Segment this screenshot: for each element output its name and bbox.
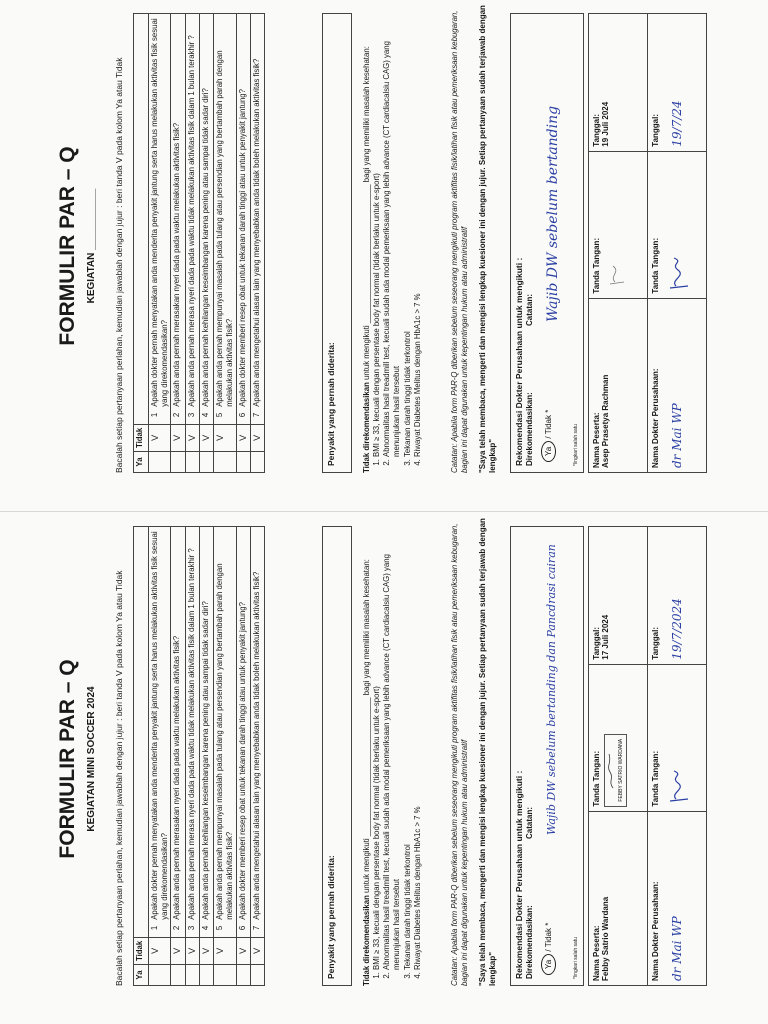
declaration-text: "Saya telah membaca, mengerti dan mengisi lengkap kuesioner ini dengan jujur. Setiap pertanyaan sudah terjawab dengan lengkap" <box>478 518 498 986</box>
col-ya: Ya <box>134 452 149 473</box>
table-row <box>199 527 213 986</box>
question-text: Apakah anda pernah merasakan nyeri dada pada waktu melakukan aktivitas fisik? <box>171 14 185 410</box>
question-text: Apakah anda mengetahui alasan lain yang menyebabkan anda tidak boleh melakukan aktivitas fisik? <box>250 527 264 923</box>
list-item: 4. Riwayat Diabetes Melitus dengan HbA1c > 7 % <box>413 516 423 970</box>
question-table <box>133 13 265 473</box>
tidak-cell[interactable]: V <box>171 937 185 964</box>
list-item: 3. Tekanan darah tinggi tidak terkontrol <box>403 516 413 970</box>
doctor-signature-cell[interactable] <box>648 664 707 811</box>
question-number: 1 <box>149 923 171 938</box>
table-row <box>199 14 213 473</box>
participant-name-cell <box>589 298 648 472</box>
question-number: 1 <box>149 410 171 425</box>
table-row <box>648 14 707 473</box>
participant-name-cell <box>589 811 648 985</box>
ya-cell[interactable] <box>185 452 199 473</box>
tidak-cell[interactable]: V <box>250 937 264 964</box>
not-recommended-rest: untuk mengikuti ________________________________ bagi yang memiliki masalah kesehatan: <box>362 559 371 893</box>
tidak-cell[interactable]: V <box>236 937 250 964</box>
doctor-date-cell <box>648 527 707 665</box>
doctor-name-label: Nama Dokter Perusahaan: <box>651 881 660 981</box>
penyakit-label: Penyakit yang pernah diderita: <box>326 342 336 466</box>
signature-label: Tanda Tangan: <box>592 750 601 807</box>
participant-name: Asep Prasetya Rachman <box>601 374 610 468</box>
recommendation-box <box>510 526 584 986</box>
stamp-name: FEBBY SATRIO WARDANA <box>617 738 624 802</box>
participant-name: Febby Satrio Wardana <box>601 896 610 981</box>
tidak-cell[interactable]: V <box>149 424 171 451</box>
catatan-handwriting[interactable]: Wajib DW sebelum bertanding <box>545 105 561 322</box>
direkomendasikan-label: Direkomendasikan: <box>525 905 534 979</box>
form-title: FORMULIR PAR – Q <box>56 146 79 346</box>
col-question <box>134 527 149 938</box>
question-table <box>133 526 265 986</box>
question-number: 4 <box>199 923 213 938</box>
participant-signature-cell[interactable] <box>589 664 648 811</box>
list-item: 2. Abnormalitas hasil treadmill test, kecuali sudah ada modal pemeriksaan yang lebih advance (CT cardiacalsiu CAG) yang menunjukan hasil tersebut <box>382 3 402 457</box>
signature-table <box>588 13 707 473</box>
table-header-row <box>134 527 149 986</box>
instruction-text: Bacalah setiap pertanyaan perlahan, kemudian jawablah dengan jujur : beri tanda V pada kolom Ya atau Tidak <box>114 570 124 986</box>
tidak-cell[interactable]: V <box>185 424 199 451</box>
list-item: 1. BMI ≥ 33, kecuali dengan persentase body fat normal (tidak berlaku untuk e-sport) <box>372 3 382 457</box>
question-number: 3 <box>185 410 199 425</box>
question-text: Apakah anda pernah mempunyai masalah pada tulang atau persendian yang bertambah parah dengan melakukan aktivitas fisik? <box>214 527 236 923</box>
not-recommended-bold: Tidak direkomendasikan <box>362 895 371 986</box>
catatan-note: Catatan: Apabila form PAR-Q diberikan sebelum seseorang mengikuti program aktifitas fisik/latihan fisik atau pemeriksaan kebugaran, bagian ini dapat digunakan untuk kepentingan hukum atau administratif <box>450 10 470 473</box>
table-row <box>250 527 264 986</box>
question-text: Apakah anda pernah merasakan nyeri dada pada waktu melakukan aktivitas fisik? <box>171 527 185 923</box>
ya-option-circled[interactable]: Ya <box>541 954 556 975</box>
participant-name-label: Nama Peserta: <box>592 412 601 468</box>
doctor-signature-cell[interactable] <box>648 151 707 298</box>
list-item: 3. Tekanan darah tinggi tidak terkontrol <box>403 3 413 457</box>
ya-tidak-choice[interactable] <box>541 923 556 975</box>
ya-option-circled[interactable]: Ya <box>541 441 556 462</box>
question-text: Apakah anda pernah merasa nyeri dada pada waktu tidak melakukan aktivitas fisik dalam 1 bulan terakhir ? <box>185 14 199 410</box>
instruction-text: Bacalah setiap pertanyaan perlahan, kemudian jawablah dengan jujur : beri tanda V pada kolom Ya atau Tidak <box>114 57 124 473</box>
tidak-option[interactable]: / Tidak * <box>544 922 553 952</box>
not-recommended-bold: Tidak direkomendasikan <box>362 382 371 473</box>
col-ya: Ya <box>134 965 149 986</box>
tidak-cell[interactable]: V <box>185 937 199 964</box>
ya-cell[interactable] <box>185 965 199 986</box>
tidak-cell[interactable]: V <box>199 424 213 451</box>
not-recommended-rest: untuk mengikuti ________________________________ bagi yang memiliki masalah kesehatan: <box>362 46 371 380</box>
signature-table <box>588 526 707 986</box>
list-item: 1. BMI ≥ 33, kecuali dengan persentase body fat normal (tidak berlaku untuk e-sport) <box>372 516 382 970</box>
col-tidak: Tidak <box>134 937 149 964</box>
question-text: Apakah anda pernah kehilangan keseimbangan karena pening atau sampai tidak sadar diri? <box>199 527 213 923</box>
question-text: Apakah dokter memberi resep obat untuk tekanan darah tinggi atau untuk penyakit jantung? <box>236 527 250 923</box>
table-row <box>236 527 250 986</box>
doctor-name-handwriting[interactable]: dr Mai WP <box>670 403 684 468</box>
doctor-name-cell <box>648 298 707 472</box>
doctor-signature-icon <box>666 254 692 294</box>
table-row <box>171 14 185 473</box>
ya-cell[interactable] <box>149 452 171 473</box>
form-title: FORMULIR PAR – Q <box>56 659 79 859</box>
question-number: 5 <box>214 923 236 938</box>
doctor-name-cell <box>648 811 707 985</box>
question-number: 4 <box>199 410 213 425</box>
ya-cell[interactable] <box>214 965 236 986</box>
catatan-handwriting[interactable]: Wajib DW sebelum bertanding dan Pancdrasi cairan <box>545 544 558 835</box>
table-row <box>149 527 171 986</box>
question-number: 6 <box>236 923 250 938</box>
ya-cell[interactable] <box>250 965 264 986</box>
table-row <box>185 527 199 986</box>
doctor-date-handwriting[interactable]: 19/7/24 <box>670 100 684 147</box>
participant-signature-icon <box>607 254 627 294</box>
question-text: Apakah anda mengetahui alasan lain yang menyebabkan anda tidak boleh melakukan aktivitas fisik? <box>250 14 264 410</box>
ya-cell[interactable] <box>199 965 213 986</box>
table-row <box>214 14 236 473</box>
table-row <box>648 527 707 986</box>
penyakit-box[interactable] <box>322 526 352 986</box>
date-label: Tanggal: <box>592 113 601 147</box>
participant-date: 19 Juli 2024 <box>601 101 610 147</box>
table-header-row <box>134 14 149 473</box>
ya-cell[interactable] <box>236 452 250 473</box>
participant-date-cell <box>589 527 648 665</box>
tidak-cell[interactable]: V <box>236 424 250 451</box>
ya-cell[interactable] <box>171 452 185 473</box>
question-number: 2 <box>171 410 185 425</box>
condition-list <box>372 3 423 473</box>
form-subtitle: KEGIATAN MINI SOCCER 2024 <box>86 686 97 832</box>
table-row <box>589 527 648 986</box>
penyakit-label: Penyakit yang pernah diderita: <box>326 855 336 979</box>
question-number: 7 <box>250 410 264 425</box>
footnote: *lingkari salah satu <box>573 937 579 979</box>
not-recommended-section <box>362 516 423 986</box>
doctor-name-label: Nama Dokter Perusahaan: <box>651 368 660 468</box>
question-number: 6 <box>236 410 250 425</box>
col-tidak: Tidak <box>134 424 149 451</box>
table-row <box>589 14 648 473</box>
question-text: Apakah anda pernah kehilangan keseimbangan karena pening atau sampai tidak sadar diri? <box>199 14 213 410</box>
rek-title: Rekomendasi Dokter Perusahaan untuk mengikuti : <box>514 770 524 979</box>
rek-title: Rekomendasi Dokter Perusahaan untuk mengikuti : <box>514 257 524 466</box>
signature-scribble-icon <box>607 750 615 790</box>
signature-label: Tanda Tangan: <box>651 237 660 294</box>
date-label: Tanggal: <box>592 626 601 660</box>
doctor-date-cell <box>648 14 707 152</box>
tidak-cell[interactable]: V <box>214 424 236 451</box>
list-item: 4. Riwayat Diabetes Melitus dengan HbA1c > 7 % <box>413 3 423 457</box>
tidak-cell[interactable]: V <box>250 424 264 451</box>
question-number: 2 <box>171 923 185 938</box>
col-question <box>134 14 149 425</box>
direkomendasikan-label: Direkomendasikan: <box>525 392 534 466</box>
catatan-label: Catatan: <box>525 806 534 839</box>
table-row <box>250 14 264 473</box>
question-text: Apakah dokter memberi resep obat untuk tekanan darah tinggi atau untuk penyakit jantung? <box>236 14 250 410</box>
ya-cell[interactable] <box>171 965 185 986</box>
question-text: Apakah anda pernah mempunyai masalah pada tulang atau persendian yang bertambah parah dengan melakukan aktivitas fisik? <box>214 14 236 410</box>
penyakit-box[interactable] <box>322 13 352 473</box>
doctor-signature-icon <box>666 767 692 807</box>
question-number: 7 <box>250 923 264 938</box>
declaration-text: "Saya telah membaca, mengerti dan mengisi lengkap kuesioner ini dengan jujur. Setiap pertanyaan sudah terjawab dengan lengkap" <box>478 5 498 473</box>
ya-cell[interactable] <box>250 452 264 473</box>
catatan-label: Catatan: <box>525 293 534 326</box>
condition-list <box>372 516 423 986</box>
ya-cell[interactable] <box>214 452 236 473</box>
question-number: 3 <box>185 923 199 938</box>
tidak-cell[interactable]: V <box>199 937 213 964</box>
question-number: 5 <box>214 410 236 425</box>
doctor-name-handwriting[interactable]: dr Mai WP <box>670 916 684 981</box>
not-recommended-section <box>362 3 423 473</box>
catatan-note: Catatan: Apabila form PAR-Q diberikan sebelum seseorang mengikuti program aktifitas fisik/latihan fisik atau pemeriksaan kebugaran, bagian ini dapat digunakan untuk kepentingan hukum atau administratif <box>450 523 470 986</box>
table-row <box>149 14 171 473</box>
date-label: Tanggal: <box>651 626 660 660</box>
table-row <box>171 527 185 986</box>
question-text: Apakah dokter pernah menyatakan anda menderita penyakit jantung serta harus melakukan aktivitas fisik sesuai yang direkomendasikan? <box>149 14 171 410</box>
question-text: Apakah dokter pernah menyatakan anda menderita penyakit jantung serta harus melakukan aktivitas fisik sesuai yang direkomendasikan? <box>149 527 171 923</box>
form-subtitle: KEGIATAN ___________ <box>86 188 97 304</box>
ya-tidak-choice[interactable] <box>541 410 556 462</box>
ya-cell[interactable] <box>149 965 171 986</box>
participant-date-cell <box>589 14 648 152</box>
participant-signature-cell[interactable] <box>589 151 648 298</box>
tidak-cell[interactable]: V <box>171 424 185 451</box>
participant-name-label: Nama Peserta: <box>592 925 601 981</box>
tidak-option[interactable]: / Tidak * <box>544 409 553 439</box>
ya-cell[interactable] <box>236 965 250 986</box>
question-text: Apakah anda pernah merasa nyeri dada pada waktu tidak melakukan aktivitas fisik dalam 1 bulan terakhir ? <box>185 527 199 923</box>
table-row <box>236 14 250 473</box>
participant-date: 17 Juli 2024 <box>601 614 610 660</box>
date-label: Tanggal: <box>651 113 660 147</box>
table-row <box>185 14 199 473</box>
doctor-date-handwriting[interactable]: 19/7/2024 <box>670 598 684 660</box>
ya-cell[interactable] <box>199 452 213 473</box>
form-febby <box>0 512 768 1024</box>
signature-label: Tanda Tangan: <box>651 750 660 807</box>
signature-stamp <box>604 734 627 807</box>
list-item: 2. Abnormalitas hasil treadmill test, kecuali sudah ada modal pemeriksaan yang lebih advance (CT cardiacalsiu CAG) yang menunjukan hasil tersebut <box>382 516 402 970</box>
footnote: *lingkari salah satu <box>573 424 579 466</box>
tidak-cell[interactable]: V <box>214 937 236 964</box>
tidak-cell[interactable]: V <box>149 937 171 964</box>
signature-label: Tanda Tangan: <box>592 237 601 294</box>
recommendation-box <box>510 13 584 473</box>
table-row <box>214 527 236 986</box>
